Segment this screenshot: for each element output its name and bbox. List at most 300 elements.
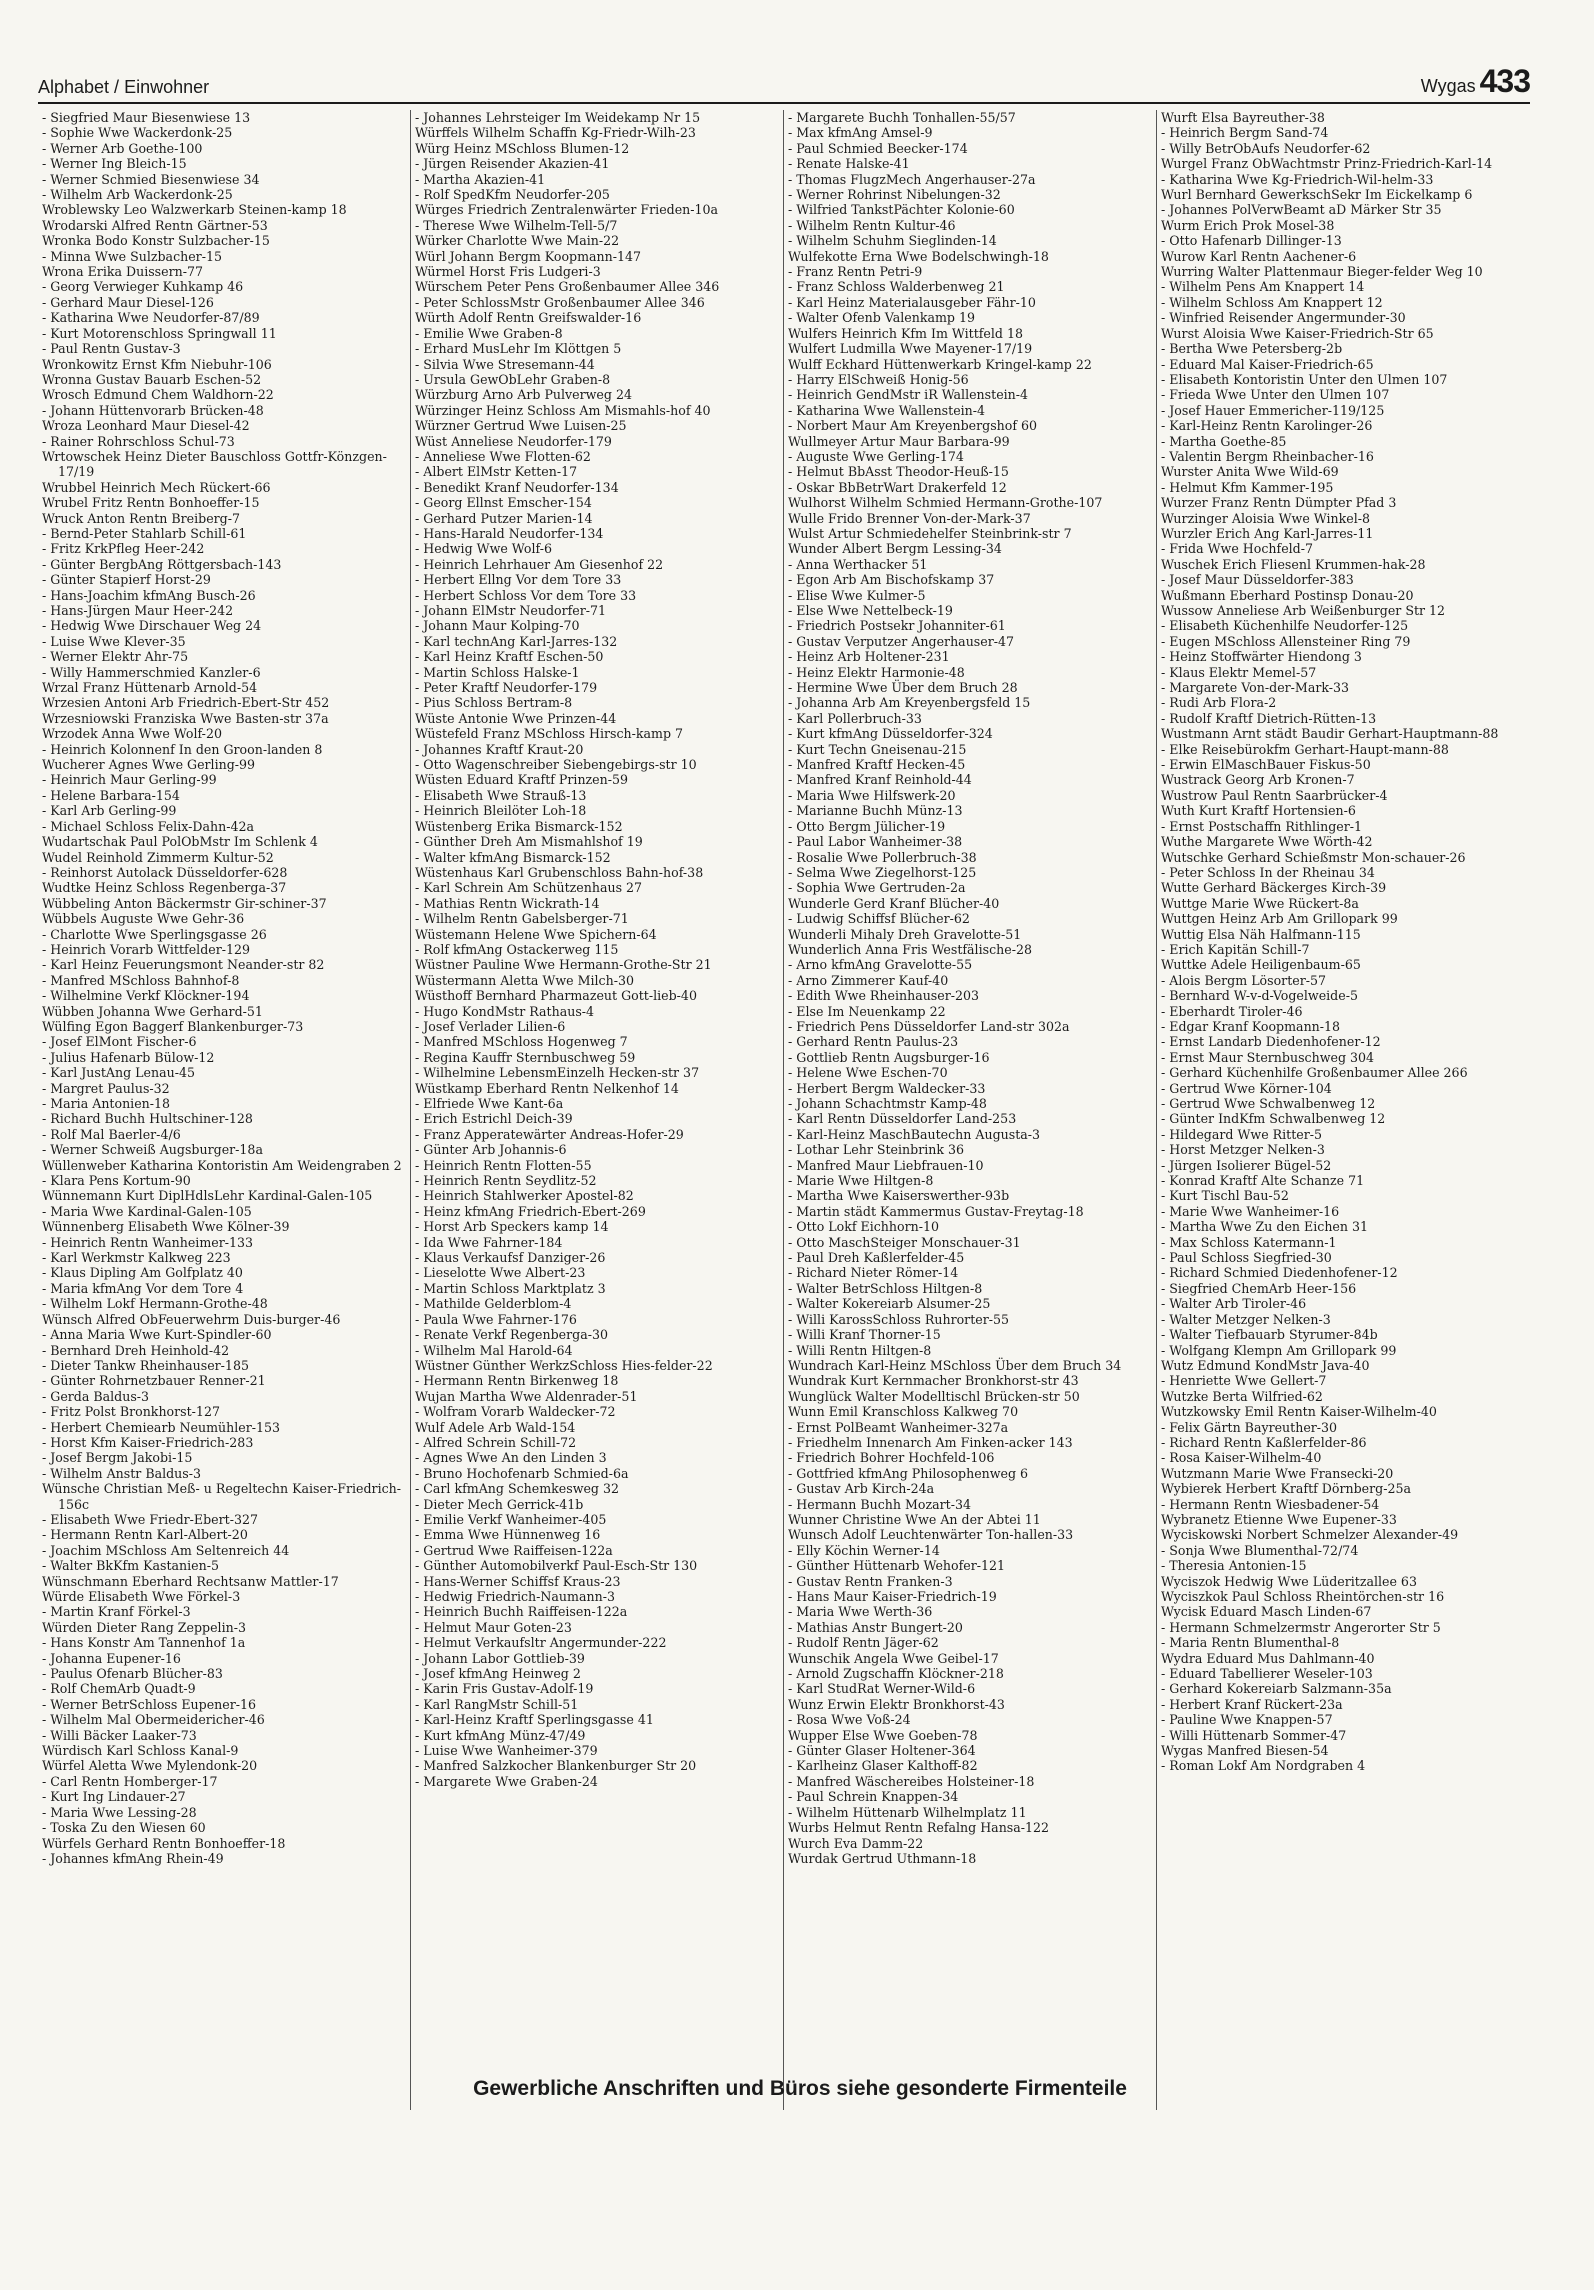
directory-entry: - Toska Zu den Wiesen 60	[42, 1820, 206, 1836]
directory-entry: - Martha Akazien-41	[415, 171, 546, 187]
directory-entry: - Ursula GewObLehr Graben-8	[415, 371, 611, 387]
directory-entry: - Wilhelm Hüttenarb Wilhelmplatz 11	[788, 1804, 1027, 1820]
directory-entry: - Michael Schloss Felix-Dahn-42a	[42, 818, 254, 834]
directory-entry: - Richard Rentn Kaßlerfelder-86	[1161, 1434, 1367, 1450]
directory-entry: - Emma Wwe Hünnenweg 16	[415, 1527, 601, 1543]
directory-entry: - Karl JustAng Lenau-45	[42, 1065, 196, 1081]
directory-entry: Wuttig Elsa Näh Halfmann-115	[1161, 926, 1361, 942]
directory-entry: - Elisabeth Wwe Strauß-13	[415, 787, 587, 803]
directory-entry: Wrzal Franz Hüttenarb Arnold-54	[42, 680, 258, 696]
directory-entry: Wurbs Helmut Rentn Refalng Hansa-122	[788, 1820, 1050, 1836]
directory-entry: - Emilie Verkf Wanheimer-405	[415, 1511, 607, 1527]
directory-entry: - Karl Rentn Düsseldorfer Land-253	[788, 1111, 1017, 1127]
directory-entry: - Johannes kfmAng Rhein-49	[42, 1850, 224, 1866]
directory-entry: Wünnenberg Elisabeth Wwe Kölner-39	[42, 1219, 290, 1235]
directory-entry: - Jürgen Isolierer Bügel-52	[1161, 1157, 1332, 1173]
directory-entry: - Hedwig Friedrich-Naumann-3	[415, 1589, 615, 1604]
directory-entry: - Herbert Bergm Waldecker-33	[788, 1080, 986, 1096]
directory-entry: - Josef Hauer Emmericher-119/125	[1161, 402, 1385, 418]
directory-entry: - Rolf ChemArb Quadt-9	[42, 1681, 196, 1697]
directory-entry: - Heinz kfmAng Friedrich-Ebert-269	[415, 1203, 646, 1219]
directory-entry: - Martin städt Kammermus Gustav-Freytag-18	[788, 1203, 1084, 1219]
directory-entry: - Marianne Buchh Münz-13	[788, 803, 963, 819]
directory-entry: - Richard Buchh Hultschiner-128	[42, 1111, 253, 1127]
directory-entry: Wruck Anton Rentn Breiberg-7	[42, 510, 241, 526]
directory-entry: Wüst Anneliese Neudorfer-179	[415, 433, 612, 449]
directory-entry: - Martin Schloss Marktplatz 3	[415, 1280, 606, 1296]
directory-entry: - Wilhelmine Verkf Klöckner-194	[42, 988, 250, 1004]
directory-entry: - Helene Wwe Eschen-70	[788, 1065, 948, 1081]
directory-entry: Würmel Horst Fris Ludgeri-3	[415, 264, 601, 280]
directory-entry: - Heinrich Lehrhauer Am Giesenhof 22	[415, 556, 664, 572]
directory-entry: - Siegfried ChemArb Heer-156	[1161, 1280, 1357, 1296]
directory-entry: Wrzesien Antoni Arb Friedrich-Ebert-Str 452	[42, 695, 330, 711]
directory-entry: - Günter Arb Johannis-6	[415, 1142, 567, 1158]
directory-entry: Wutzke Berta Wilfried-62	[1161, 1388, 1323, 1404]
directory-entry: Wurch Eva Damm-22	[788, 1835, 924, 1851]
directory-entry: - Paulus Ofenarb Blücher-83	[42, 1666, 223, 1682]
directory-entry: - Willy BetrObAufs Neudorfer-62	[1161, 140, 1371, 156]
directory-entry: - Johann Schachtmstr Kamp-48	[788, 1096, 987, 1111]
directory-entry: Wüstner Günther WerkzSchloss Hies-felder-22	[415, 1357, 713, 1373]
directory-entry: Wrubel Fritz Rentn Bonhoeffer-15	[42, 495, 260, 511]
directory-entry: - Ernst PolBeamt Wanheimer-327a	[788, 1419, 1009, 1435]
directory-entry: - Maria Wwe Werth-36	[788, 1604, 933, 1620]
directory-entry: - Sophia Wwe Gertruden-2a	[788, 880, 966, 896]
directory-entry: Wulle Frido Brenner Von-der-Mark-37	[788, 510, 1031, 526]
directory-entry: - Maria Antonien-18	[42, 1096, 171, 1111]
directory-entry: - Max Schloss Katermann-1	[1161, 1234, 1337, 1250]
directory-entry: Wünschmann Eberhard Rechtsanw Mattler-17	[42, 1573, 339, 1589]
directory-entry: - Siegfried Maur Biesenwiese 13	[42, 110, 251, 125]
directory-entry: - Margarete Wwe Graben-24	[415, 1773, 598, 1789]
directory-entry: - Manfred MSchloss Hogenweg 7	[415, 1034, 628, 1050]
directory-entry: Wurdak Gertrud Uthmann-18	[788, 1850, 977, 1866]
directory-entry: - Thomas FlugzMech Angerhauser-27a	[788, 171, 1036, 187]
directory-entry: - Willi Rentn Hiltgen-8	[788, 1342, 932, 1358]
directory-entry: - Wilhelm Pens Am Knappert 14	[1161, 279, 1365, 295]
directory-entry: - Bernd-Peter Stahlarb Schill-61	[42, 525, 247, 541]
directory-entry: - Maria Rentn Blumenthal-8	[1161, 1635, 1340, 1651]
directory-column-4	[1157, 110, 1530, 2110]
directory-entry: - Manfred Maur Liebfrauen-10	[788, 1157, 984, 1173]
directory-entry: - Mathias Anstr Bungert-20	[788, 1619, 963, 1635]
directory-entry: - Walter Tiefbauarb Styrumer-84b	[1161, 1327, 1378, 1343]
directory-entry: - Maria Wwe Hilfswerk-20	[788, 787, 956, 803]
directory-entry: - Heinrich GendMstr iR Wallenstein-4	[788, 387, 1029, 403]
directory-entry: - Günter Glaser Holtener-364	[788, 1743, 976, 1759]
directory-entry: - Johann Labor Gottlieb-39	[415, 1650, 585, 1666]
directory-entry: - Ernst Maur Sternbuschweg 304	[1161, 1049, 1375, 1065]
directory-entry: - Paul Labor Wanheimer-38	[788, 834, 963, 850]
directory-entry: - Valentin Bergm Rheinbacher-16	[1161, 448, 1374, 464]
directory-entry: - Arnold Zugschaffn Klöckner-218	[788, 1666, 1004, 1682]
directory-entry: - Marie Wwe Hiltgen-8	[788, 1173, 934, 1189]
directory-entry: Wurzinger Aloisia Wwe Winkel-8	[1161, 510, 1371, 526]
directory-entry: - Paul Dreh Kaßlerfelder-45	[788, 1250, 965, 1266]
directory-entry: - Walter BkKfm Kastanien-5	[42, 1558, 220, 1574]
directory-entry: - Günter IndKfm Schwalbenweg 12	[1161, 1111, 1386, 1127]
directory-entry: - Theresia Antonien-15	[1161, 1558, 1307, 1574]
header-right	[1421, 63, 1530, 100]
directory-entry: - Heinrich Rentn Flotten-55	[415, 1157, 592, 1173]
directory-entry: - Reinhorst Autolack Düsseldorfer-628	[42, 864, 288, 880]
directory-entry: - Wilhelm Anstr Baldus-3	[42, 1465, 202, 1481]
page-number: 433	[1479, 63, 1530, 99]
directory-entry: - Edgar Kranf Koopmann-18	[1161, 1018, 1341, 1034]
directory-entry: - Max kfmAng Amsel-9	[788, 125, 933, 141]
directory-entry: - Willi Bäcker Laaker-73	[42, 1727, 197, 1743]
directory-entry: Wulff Eckhard Hüttenwerkarb Kringel-kamp 22	[788, 356, 1092, 372]
directory-entry: - Wilhelmine LebensmEinzelh Hecken-str 37	[415, 1065, 700, 1081]
directory-entry: Wustmann Arnt städt Baudir Gerhart-Hauptmann-88	[1161, 726, 1499, 742]
directory-entry: Wüstenhaus Karl Grubenschloss Bahn-hof-38	[415, 864, 704, 880]
directory-entry: - Wilhelm Mal Harold-64	[415, 1342, 573, 1358]
directory-entry: - Willi KarossSchloss Ruhrorter-55	[788, 1311, 1010, 1327]
directory-entry: - Gerhard Maur Diesel-126	[42, 294, 214, 310]
directory-entry: - Hans Maur Kaiser-Friedrich-19	[788, 1589, 997, 1604]
directory-entry: - Karlheinz Glaser Kalthoff-82	[788, 1758, 978, 1774]
directory-entry: - Elly Köchin Werner-14	[788, 1542, 940, 1558]
directory-entry: - Therese Wwe Wilhelm-Tell-5/7	[415, 217, 618, 233]
directory-entry: - Kurt kfmAng Düsseldorfer-324	[788, 726, 993, 742]
directory-entry: - Lieselotte Wwe Albert-23	[415, 1265, 586, 1281]
directory-entry: Wunn Emil Kranschloss Kalkweg 70	[788, 1404, 1019, 1420]
directory-entry: - Elke Reisebürokfm Gerhart-Haupt-mann-88	[1161, 741, 1449, 757]
directory-entry: - Karl Schrein Am Schützenhaus 27	[415, 880, 643, 896]
directory-entry: - Bernhard W-v-d-Vogelweide-5	[1161, 988, 1358, 1004]
directory-entry: - Albert ElMstr Ketten-17	[415, 464, 578, 480]
directory-entry: Wüsthoff Bernhard Pharmazeut Gott-lieb-40	[415, 988, 697, 1004]
directory-entry: - Werner Ing Bleich-15	[42, 156, 187, 172]
directory-entry: - Gerda Baldus-3	[42, 1388, 150, 1404]
directory-entry: - Wilhelm Mal Obermeidericher-46	[42, 1712, 265, 1728]
directory-entry: Wunder Albert Bergm Lessing-34	[788, 541, 1002, 557]
directory-entry: - Gerhard Rentn Paulus-23	[788, 1034, 959, 1050]
directory-entry: - Heinz Elektr Harmonie-48	[788, 664, 965, 680]
directory-entry: Wrtowschek Heinz Dieter Bauschloss Gottfr-Könzgen-17/19	[42, 448, 387, 480]
directory-entry: - Dieter Mech Gerrick-41b	[415, 1496, 584, 1512]
directory-entry: - Johannes Kraftf Kraut-20	[415, 741, 584, 757]
directory-entry: - Anna Maria Wwe Kurt-Spindler-60	[42, 1327, 272, 1343]
directory-entry: Wutte Gerhard Bäckerges Kirch-39	[1161, 880, 1387, 896]
directory-entry: Wurm Erich Prok Mosel-38	[1161, 217, 1335, 233]
directory-entry: - Klaus Dipling Am Golfplatz 40	[42, 1265, 243, 1281]
directory-entry: - Hans-Jürgen Maur Heer-242	[42, 603, 234, 618]
directory-entry: - Günther Dreh Am Mismahlshof 19	[415, 834, 643, 850]
directory-entry: - Alois Bergm Lösorter-57	[1161, 972, 1327, 988]
directory-entry: - Johann Maur Kolping-70	[415, 618, 580, 634]
directory-entry: - Ludwig Schiffsf Blücher-62	[788, 911, 970, 927]
directory-entry: Wuschek Erich Fliesenl Krummen-hak-28	[1161, 556, 1426, 572]
directory-entry: - Klara Pens Kortum-90	[42, 1173, 191, 1189]
directory-entry: Wunschik Angela Wwe Geibel-17	[788, 1650, 999, 1666]
directory-entry: - Walter Kokereiarb Alsumer-25	[788, 1296, 991, 1312]
directory-entry: - Walter kfmAng Bismarck-152	[415, 849, 611, 865]
directory-entry: - Maria Wwe Lessing-28	[42, 1804, 197, 1820]
directory-entry: - Otto Hafenarb Dillinger-13	[1161, 233, 1342, 249]
directory-entry: - Frida Wwe Hochfeld-7	[1161, 541, 1313, 557]
directory-entry: - Franz Apperatewärter Andreas-Hofer-29	[415, 1126, 684, 1142]
directory-entry: - Jürgen Reisender Akazien-41	[415, 156, 610, 172]
directory-entry: - Hans-Joachim kfmAng Busch-26	[42, 587, 256, 603]
directory-entry: - Georg Ellnst Emscher-154	[415, 495, 592, 511]
directory-entry: Wünsch Alfred ObFeuerwehrm Duis-burger-46	[42, 1311, 341, 1327]
directory-entry: - Josef kfmAng Heinweg 2	[415, 1666, 581, 1682]
directory-entry: Wurster Anita Wwe Wild-69	[1161, 464, 1339, 480]
directory-entry: - Kurt Ing Lindauer-27	[42, 1789, 186, 1805]
directory-entry: Wunderli Mihaly Dreh Gravelotte-51	[788, 926, 1022, 942]
directory-entry: - Erich Kapitän Schill-7	[1161, 941, 1310, 957]
directory-entry: Wrzodek Anna Wwe Wolf-20	[42, 726, 222, 742]
directory-entry: - Arno Zimmerer Kauf-40	[788, 972, 949, 988]
directory-entry: - Ida Wwe Fahrner-184	[415, 1234, 563, 1250]
directory-entry: - Karl RangMstr Schill-51	[415, 1696, 579, 1712]
directory-entry: Wuthe Margarete Wwe Wörth-42	[1161, 834, 1373, 850]
directory-entry: - Friedhelm Innenarch Am Finken-acker 143	[788, 1434, 1073, 1450]
directory-entry: Wronka Bodo Konstr Sulzbacher-15	[42, 233, 270, 249]
directory-entry: Wutzkowsky Emil Rentn Kaiser-Wilhelm-40	[1161, 1404, 1437, 1420]
directory-entry: - Peter SchlossMstr Großenbaumer Allee 346	[415, 294, 705, 310]
directory-entry: Wurring Walter Plattenmaur Bieger-felder Weg 10	[1161, 264, 1483, 280]
directory-entry: Wroblewsky Leo Walzwerkarb Steinen-kamp 18	[42, 202, 347, 218]
directory-entry: - Henriette Wwe Gellert-7	[1161, 1373, 1327, 1389]
directory-entry: - Dieter Tankw Rheinhauser-185	[42, 1357, 249, 1373]
directory-entry: Würffels Wilhelm Schaffn Kg-Friedr-Wilh-23	[415, 125, 696, 141]
directory-entry: - Heinrich Bergm Sand-74	[1161, 125, 1329, 141]
directory-entry: - Rolf kfmAng Ostackerweg 115	[415, 941, 619, 957]
directory-entry: - Martha Wwe Kaiserswerther-93b	[788, 1188, 1010, 1204]
directory-entry: - Elisabeth Küchenhilfe Neudorfer-125	[1161, 618, 1409, 634]
directory-entry: - Helene Barbara-154	[42, 787, 180, 803]
directory-entry: - Lothar Lehr Steinbrink 36	[788, 1142, 965, 1158]
directory-entry: - Heinrich Maur Gerling-99	[42, 772, 217, 788]
directory-entry: Wuttge Marie Wwe Rückert-8a	[1161, 895, 1359, 911]
directory-entry: Wurzler Erich Ang Karl-Jarres-11	[1161, 525, 1374, 541]
directory-entry: Würzburg Arno Arb Pulverweg 24	[415, 387, 632, 403]
directory-entry: - Erich Estrichl Deich-39	[415, 1111, 573, 1127]
directory-entry: Würde Elisabeth Wwe Förkel-3	[42, 1589, 241, 1604]
directory-entry: - Elise Wwe Kulmer-5	[788, 587, 926, 603]
directory-entry: - Norbert Maur Am Kreyenbergshof 60	[788, 418, 1038, 434]
directory-entry: - Else Wwe Nettelbeck-19	[788, 603, 953, 618]
directory-entry: - Johanna Arb Am Kreyenbergsfeld 15	[788, 695, 1031, 711]
directory-entry: Wurgel Franz ObWachtmstr Prinz-Friedrich-Karl-14	[1161, 156, 1493, 172]
directory-entry: - Manfred Kranf Reinhold-44	[788, 772, 972, 788]
directory-entry: - Heinrich Rentn Wanheimer-133	[42, 1234, 254, 1250]
directory-entry: - Sonja Wwe Blumenthal-72/74	[1161, 1542, 1359, 1558]
directory-entry: - Rosa Kaiser-Wilhelm-40	[1161, 1450, 1322, 1466]
directory-entry: Wullmeyer Artur Maur Barbara-99	[788, 433, 1010, 449]
directory-entry: - Minna Wwe Sulzbacher-15	[42, 248, 222, 264]
directory-entry: - Martin Kranf Förkel-3	[42, 1604, 191, 1620]
directory-entry: - Friedrich Bohrer Hochfeld-106	[788, 1450, 995, 1466]
directory-entry: - Silvia Wwe Stresemann-44	[415, 356, 595, 372]
directory-entry: - Paul Rentn Gustav-3	[42, 341, 181, 357]
directory-entry: - Kurt Tischl Bau-52	[1161, 1188, 1289, 1204]
directory-entry: - Hermann Buchh Mozart-34	[788, 1496, 972, 1512]
directory-entry: - Gerhard Kokereiarb Salzmann-35a	[1161, 1681, 1392, 1697]
directory-entry: - Rolf Mal Baerler-4/6	[42, 1126, 181, 1142]
directory-entry: - Charlotte Wwe Sperlingsgasse 26	[42, 926, 267, 942]
directory-entry: - Kurt kfmAng Münz-47/49	[415, 1727, 586, 1743]
directory-entry: - Bruno Hochofenarb Schmied-6a	[415, 1465, 629, 1481]
directory-entry: - Wolfram Vorarb Waldecker-72	[415, 1404, 616, 1420]
directory-entry: - Gertrud Wwe Schwalbenweg 12	[1161, 1096, 1376, 1111]
directory-entry: - Katharina Wwe Wallenstein-4	[788, 402, 986, 418]
directory-entry: - Gerhard Putzer Marien-14	[415, 510, 593, 526]
directory-entry: - Eduard Tabellierer Weseler-103	[1161, 1666, 1373, 1682]
directory-entry: - Johanna Eupener-16	[42, 1650, 181, 1666]
directory-entry: - Rudolf Rentn Jäger-62	[788, 1635, 939, 1651]
directory-entry: - Josef Bergm Jakobi-15	[42, 1450, 193, 1466]
page-header	[38, 63, 1530, 104]
directory-entry: - Klaus Verkaufsf Danziger-26	[415, 1250, 606, 1266]
directory-entry: - Otto Bergm Jülicher-19	[788, 818, 946, 834]
directory-entry: - Felix Gärtn Bayreuther-30	[1161, 1419, 1338, 1435]
directory-entry: Würden Dieter Rang Zeppelin-3	[42, 1619, 246, 1635]
directory-entry: - Agnes Wwe An den Linden 3	[415, 1450, 607, 1466]
directory-entry: Würl Johann Bergm Koopmann-147	[415, 248, 642, 264]
directory-entry: - Karl-Heinz Rentn Karolinger-26	[1161, 418, 1373, 434]
directory-entry: - Kurt Techn Gneisenau-215	[788, 741, 967, 757]
directory-entry: Wrosch Edmund Chem Waldhorn-22	[42, 387, 274, 403]
directory-entry: - Karl StudRat Werner-Wild-6	[788, 1681, 976, 1697]
directory-entry: Würzner Gertrud Wwe Luisen-25	[415, 418, 627, 434]
directory-entry: - Regina Kauffr Sternbuschweg 59	[415, 1049, 636, 1065]
directory-entry: - Wilhelm Rentn Gabelsberger-71	[415, 911, 629, 927]
directory-entry: - Marie Wwe Wanheimer-16	[1161, 1203, 1340, 1219]
directory-entry: Wygas Manfred Biesen-54	[1161, 1743, 1329, 1759]
directory-entry: Wunz Erwin Elektr Bronkhorst-43	[788, 1696, 1005, 1712]
directory-entry: - Gertrud Wwe Körner-104	[1161, 1080, 1332, 1096]
directory-entry: - Horst Kfm Kaiser-Friedrich-283	[42, 1434, 254, 1450]
directory-entry: Wüstefeld Franz MSchloss Hirsch-kamp 7	[415, 726, 684, 742]
directory-entry: - Günther Automobilverkf Paul-Esch-Str 130	[415, 1558, 698, 1574]
directory-entry: - Gottlieb Rentn Augsburger-16	[788, 1049, 990, 1065]
directory-entry: - Werner Rohrinst Nibelungen-32	[788, 187, 1001, 203]
directory-entry: - Katharina Wwe Kg-Friedrich-Wil-helm-33	[1161, 171, 1434, 187]
directory-entry: - Rainer Rohrschloss Schul-73	[42, 433, 235, 449]
directory-entry: - Winfried Reisender Angermunder-30	[1161, 310, 1406, 326]
directory-entry: - Helmut Maur Goten-23	[415, 1619, 572, 1635]
directory-entry: Wüstner Pauline Wwe Hermann-Grothe-Str 21	[415, 957, 712, 973]
footer-note: Gewerbliche Anschriften und Büros siehe gesonderte Firmenteile	[473, 2077, 1127, 2100]
directory-entry: - Hermann Schmelzermstr Angerorter Str 5	[1161, 1619, 1441, 1635]
directory-entry: - Anna Werthacker 51	[788, 556, 928, 572]
directory-entry: Wüste Antonie Wwe Prinzen-44	[415, 710, 617, 726]
directory-entry: Wunglück Walter Modelltischl Brücken-str 50	[788, 1388, 1080, 1404]
directory-entry: - Paula Wwe Fahrner-176	[415, 1311, 577, 1327]
directory-entry: - Willy Hammerschmied Kanzler-6	[42, 664, 261, 680]
directory-entry: Wrodarski Alfred Rentn Gärtner-53	[42, 217, 268, 233]
directory-entry: Wulhorst Wilhelm Schmied Hermann-Grothe-107	[788, 495, 1103, 511]
directory-entry: - Rudi Arb Flora-2	[1161, 695, 1277, 711]
directory-entry: Wurow Karl Rentn Aachener-6	[1161, 248, 1357, 264]
directory-entry: Wybierek Herbert Kraftf Dörnberg-25a	[1161, 1481, 1412, 1497]
directory-entry: - Werner Arb Goethe-100	[42, 140, 203, 156]
directory-entry: - Renate Verkf Regenberga-30	[415, 1327, 608, 1343]
directory-entry: - Wolfgang Klempn Am Grillopark 99	[1161, 1342, 1397, 1358]
directory-entry: - Fritz KrkPfleg Heer-242	[42, 541, 205, 557]
directory-entry: - Hedwig Wwe Wolf-6	[415, 541, 552, 557]
directory-entry: - Hermann Rentn Wiesbadener-54	[1161, 1496, 1380, 1512]
directory-entry: - Katharina Wwe Neudorfer-87/89	[42, 310, 260, 326]
directory-entry: - Franz Rentn Petri-9	[788, 264, 923, 280]
directory-entry: Wujan Martha Wwe Aldenrader-51	[415, 1388, 638, 1404]
page-keyword: Wygas	[1420, 76, 1476, 96]
directory-entry: - Gustav Verputzer Angerhauser-47	[788, 633, 1015, 649]
directory-entry: - Karl Werkmstr Kalkweg 223	[42, 1250, 231, 1266]
directory-entry: Wünsche Christian Meß- u Regeltechn Kaiser-Friedrich-156c	[42, 1481, 402, 1512]
directory-entry: Wüstermann Aletta Wwe Milch-30	[415, 972, 635, 988]
directory-entry: Wutzmann Marie Wwe Fransecki-20	[1161, 1465, 1394, 1481]
directory-entry: Würschem Peter Pens Großenbaumer Allee 346	[415, 279, 720, 295]
directory-entry: Würth Adolf Rentn Greifswalder-16	[415, 310, 642, 326]
directory-entry: - Manfred MSchloss Bahnhof-8	[42, 972, 240, 988]
directory-entry: - Rolf SpedKfm Neudorfer-205	[415, 187, 610, 203]
directory-entry: - Helmut BbAsst Theodor-Heuß-15	[788, 464, 1009, 480]
directory-entry: - Heinrich Bleilöter Loh-18	[415, 803, 587, 819]
directory-entry: Wübbels Auguste Wwe Gehr-36	[42, 911, 245, 927]
directory-entry: Wuth Kurt Kraftf Hortensien-6	[1161, 803, 1356, 819]
directory-entry: - Fritz Polst Bronkhorst-127	[42, 1404, 220, 1420]
directory-entry: - Hans-Harald Neudorfer-134	[415, 525, 604, 541]
directory-entry: - Walter Ofenb Valenkamp 19	[788, 310, 976, 326]
directory-entry: Würg Heinz MSchloss Blumen-12	[415, 140, 630, 156]
directory-entry: - Carl kfmAng Schemkesweg 32	[415, 1481, 620, 1497]
directory-entry: - Rosalie Wwe Pollerbruch-38	[788, 849, 977, 865]
directory-entry: - Herbert Schloss Vor dem Tore 33	[415, 587, 637, 603]
directory-entry: - Horst Arb Speckers kamp 14	[415, 1219, 609, 1235]
directory-entry: - Manfred Wäschereibes Holsteiner-18	[788, 1773, 1035, 1789]
directory-entry: - Maria Wwe Kardinal-Galen-105	[42, 1203, 252, 1219]
directory-entry: Wulfers Heinrich Kfm Im Wittfeld 18	[788, 325, 1024, 341]
directory-entry: - Mathilde Gelderblom-4	[415, 1296, 572, 1312]
directory-entry: Wuttke Adele Heiligenbaum-65	[1161, 957, 1361, 973]
directory-entry: - Eberhardt Tiroler-46	[1161, 1003, 1303, 1019]
directory-entry: - Johann ElMstr Neudorfer-71	[415, 603, 607, 618]
directory-entry: - Josef Verlader Lilien-6	[415, 1018, 566, 1034]
directory-entry: - Karl-Heinz Kraftf Sperlingsgasse 41	[415, 1712, 654, 1728]
directory-entry: - Frieda Wwe Unter den Ulmen 107	[1161, 387, 1390, 403]
directory-entry: - Heinz Stoffwärter Hiendong 3	[1161, 649, 1362, 665]
directory-entry: - Emilie Wwe Graben-8	[415, 325, 563, 341]
directory-entry: - Hermann Rentn Birkenweg 18	[415, 1373, 619, 1389]
directory-entry: - Wilhelm Schuhm Sieglinden-14	[788, 233, 997, 249]
directory-entry: - Gustav Arb Kirch-24a	[788, 1481, 935, 1497]
directory-entry: - Herbert Ellng Vor dem Tore 33	[415, 572, 622, 588]
directory-entry: Wünnemann Kurt DiplHdlsLehr Kardinal-Galen-105	[42, 1188, 373, 1204]
directory-entry: - Renate Halske-41	[788, 156, 910, 172]
directory-entry: - Joachim MSchloss Am Seltenreich 44	[42, 1542, 290, 1558]
directory-entry: Wustrow Paul Rentn Saarbrücker-4	[1161, 787, 1388, 803]
directory-entry: - Eduard Mal Kaiser-Friedrich-65	[1161, 356, 1374, 372]
directory-entry: - Richard Nieter Römer-14	[788, 1265, 959, 1281]
directory-entry: - Kurt Motorenschloss Springwall 11	[42, 325, 277, 341]
directory-entry: - Hedwig Wwe Dirschauer Weg 24	[42, 618, 262, 634]
directory-entry: Wucherer Agnes Wwe Gerling-99	[42, 757, 256, 773]
directory-entry: - Otto Wagenschreiber Siebengebirgs-str 10	[415, 757, 697, 773]
directory-entry: - Carl Rentn Homberger-17	[42, 1773, 218, 1789]
directory-entry: - Günter BergbAng Röttgersbach-143	[42, 556, 282, 572]
directory-entry: - Gerhard Küchenhilfe Großenbaumer Allee 266	[1161, 1065, 1468, 1081]
directory-entry: - Wilhelm Schloss Am Knappert 12	[1161, 294, 1383, 310]
directory-entry: Wutz Edmund KondMstr Java-40	[1161, 1357, 1370, 1373]
directory-entry: - Günther Hüttenarb Wehofer-121	[788, 1558, 1006, 1574]
directory-entry: Wronna Gustav Bauarb Eschen-52	[42, 371, 262, 387]
directory-entry: - Friedrich Pens Düsseldorfer Land-str 302a	[788, 1018, 1070, 1034]
